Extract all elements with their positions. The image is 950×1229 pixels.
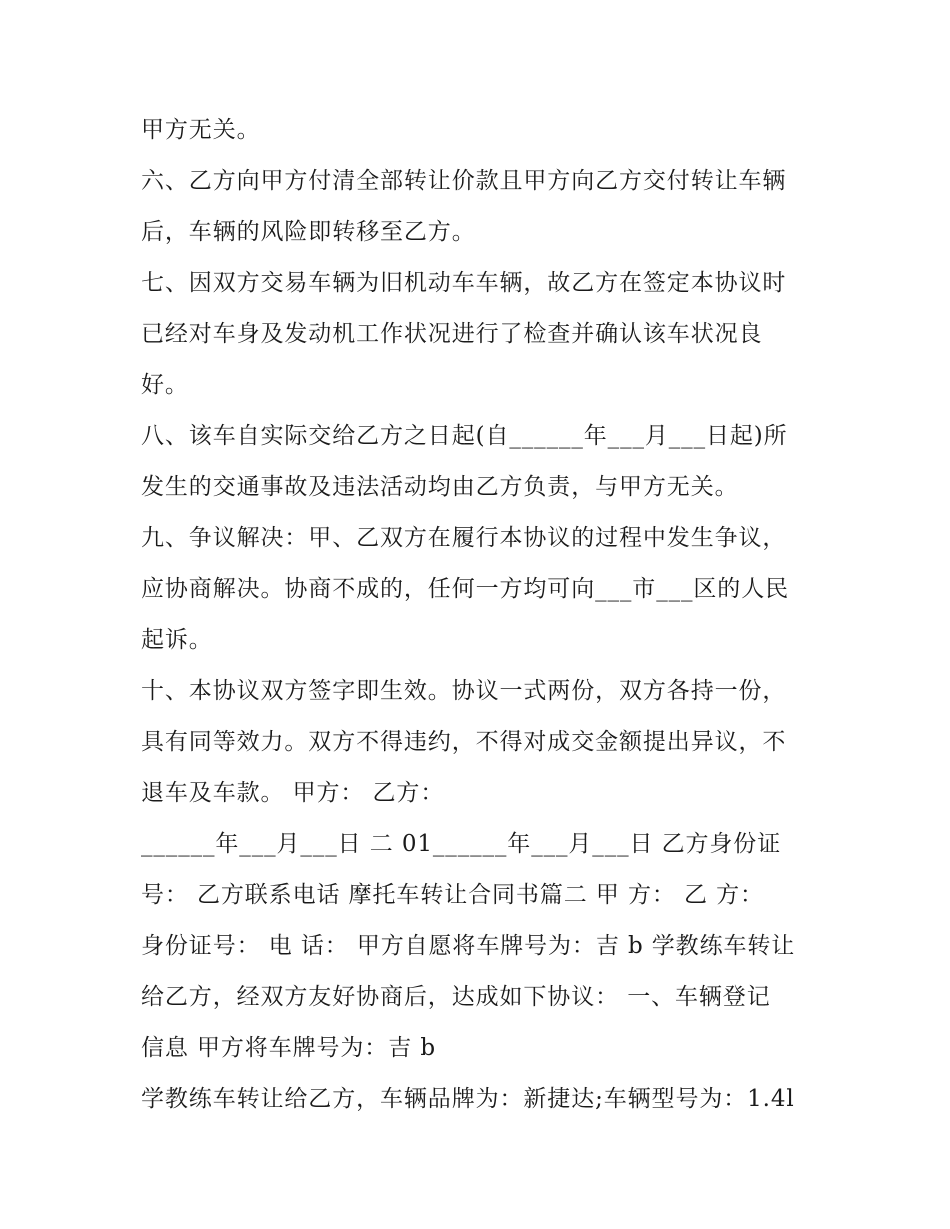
text-line: 退车及车款。 甲方： 乙方： [141,780,445,806]
text-line: 给乙方，经双方友好协商后，达成如下协议： 一、车辆登记 [141,984,771,1010]
text-line: 具有同等效力。双方不得违约，不得对成交金额提出异议，不 [141,729,787,755]
text-line: 信息 甲方将车牌号为：吉 b [141,1035,436,1061]
text-line: ______年___月___日 二 01______年___月___日 乙方身份证 [141,831,782,857]
text-line: 身份证号： 电 话： 甲方自愿将车牌号为：吉 b 学教练车转让 [141,933,796,959]
text-line: 号： 乙方联系电话 摩托车转让合同书篇二 甲 方： 乙 方： [141,882,764,908]
text-line: 十、本协议双方签字即生效。协议一式两份，双方各持一份， [141,678,787,704]
text-line: 九、争议解决：甲、乙双方在履行本协议的过程中发生争议， [141,525,787,551]
text-line: 应协商解决。协商不成的，任何一方均可向___市___区的人民 [141,576,789,602]
text-line: 已经对车身及发动机工作状况进行了检查并确认该车状况良 [141,321,763,347]
text-line: 起诉。 [141,627,213,653]
text-line: 学教练车转让给乙方，车辆品牌为：新捷达;车辆型号为：1.4l [141,1086,795,1112]
text-line: 好。 [141,372,189,398]
text-line: 七、因双方交易车辆为旧机动车车辆，故乙方在签定本协议时 [141,270,787,296]
text-line: 六、乙方向甲方付清全部转让价款且甲方向乙方交付转让车辆 [141,168,787,194]
text-line: 发生的交通事故及违法活动均由乙方负责，与甲方无关。 [141,474,739,500]
text-line: 甲方无关。 [141,117,261,143]
text-line: 八、该车自实际交给乙方之日起(自______年___月___日起)所 [141,423,788,449]
text-line: 后，车辆的风险即转移至乙方。 [141,219,476,245]
